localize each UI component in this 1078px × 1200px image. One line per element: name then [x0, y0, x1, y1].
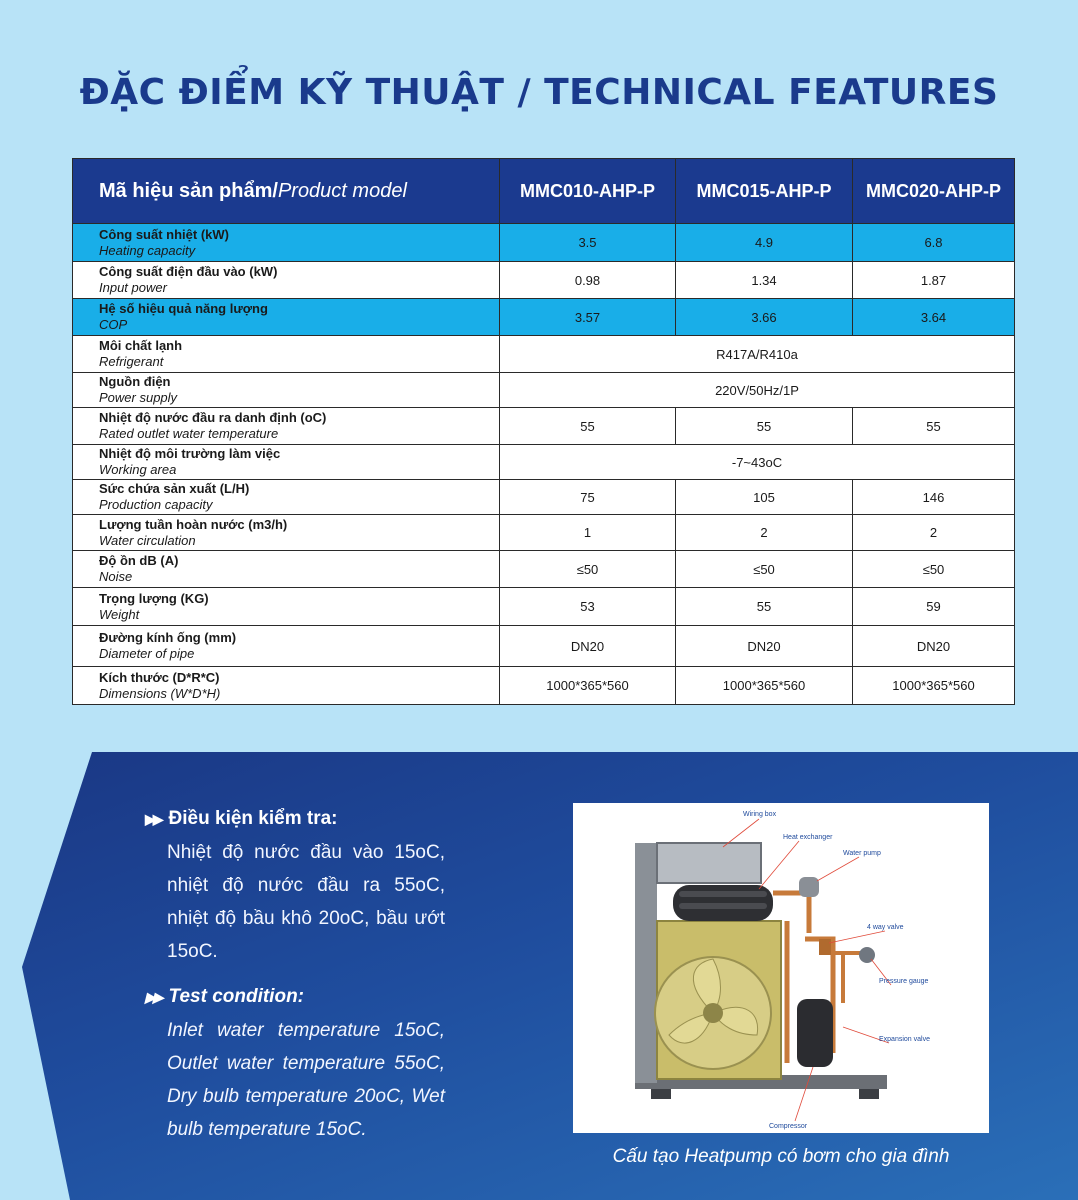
row-label [73, 667, 500, 705]
row-label [73, 336, 500, 373]
header-label-en: Product model [277, 180, 407, 202]
compressor [797, 999, 833, 1067]
value-cell: 1 [500, 515, 676, 551]
header-label-vi: Mã hiệu sản phẩm/ [99, 180, 278, 202]
value-cell: 55 [676, 408, 853, 445]
row-label-vi: Môi chất lạnh [99, 338, 183, 353]
value-cell: -7~43oC [500, 445, 1015, 480]
model-header: MMC020-AHP-P [853, 159, 1015, 224]
row-label [73, 224, 500, 262]
value-cell: 0.98 [500, 262, 676, 299]
row-label-en: Weight [99, 606, 140, 622]
table-row [73, 373, 1015, 408]
row-label-en: Refrigerant [99, 354, 164, 369]
wiring-box [657, 843, 761, 883]
row-label [73, 373, 500, 408]
value-cell: ≤50 [500, 551, 676, 588]
value-cell: 220V/50Hz/1P [500, 373, 1015, 408]
en-condition-block [145, 986, 445, 1146]
value-cell: R417A/R410a [500, 336, 1015, 373]
model-header: MMC015-AHP-P [676, 159, 853, 224]
row-label-en: Input power [99, 280, 167, 295]
row-label-vi: Trọng lượng (KG) [99, 590, 209, 606]
row-label-en: Power supply [99, 390, 178, 405]
table-header-row [73, 159, 1015, 224]
value-cell: 1000*365*560 [676, 667, 853, 705]
value-cell: 1.87 [853, 262, 1015, 299]
value-cell: 3.66 [676, 299, 853, 336]
value-cell: 146 [853, 480, 1015, 515]
table-row [73, 224, 1015, 262]
table-row [73, 588, 1015, 626]
value-cell: 2 [676, 515, 853, 551]
table-row [73, 336, 1015, 373]
value-cell: 6.8 [853, 224, 1015, 262]
value-cell: 1.34 [676, 262, 853, 299]
water-pump-label: Water pump [843, 850, 881, 857]
foot [859, 1089, 879, 1099]
row-label-vi: Nguồn điện [99, 374, 171, 389]
value-cell: 1000*365*560 [853, 667, 1015, 705]
expansion-valve-label: Expansion valve [879, 1036, 930, 1043]
pressure-gauge-label: Pressure gauge [879, 978, 929, 985]
model-header: MMC010-AHP-P [500, 159, 676, 224]
heatpump-diagram [573, 803, 989, 1133]
row-label-vi: Độ ồn dB (A) [99, 553, 179, 568]
heat-exchanger [673, 885, 773, 921]
row-label [73, 515, 500, 551]
heatpump-illustration [573, 803, 989, 1133]
figure-caption: Cấu tạo Heatpump có bơm cho gia đình [612, 1146, 950, 1167]
value-cell: ≤50 [676, 551, 853, 588]
row-label-en: Dimensions (W*D*H) [99, 685, 221, 701]
value-cell: DN20 [676, 626, 853, 667]
table-row [73, 480, 1015, 515]
four-way-valve-label: 4 way valve [867, 924, 904, 931]
product-model-header [73, 159, 500, 224]
value-cell: 4.9 [676, 224, 853, 262]
row-label-en: Heating capacity [99, 242, 196, 258]
row-label [73, 626, 500, 667]
row-label-vi: Nhiệt độ môi trường làm việc [99, 446, 281, 461]
table-row [73, 408, 1015, 445]
table-row [73, 626, 1015, 667]
double-chevron-icon: ▶▶ [145, 988, 161, 1005]
table-row [73, 515, 1015, 551]
row-label [73, 551, 500, 588]
row-label [73, 408, 500, 445]
row-label-en: Water circulation [99, 532, 196, 548]
row-label-en: Noise [99, 569, 133, 584]
value-cell: 105 [676, 480, 853, 515]
compressor-label: Compressor [769, 1123, 808, 1130]
row-label [73, 299, 500, 336]
row-label-vi: Hệ số hiệu quả năng lượng [99, 301, 268, 316]
row-label-vi: Đường kính ống (mm) [99, 630, 237, 645]
vi-condition-heading: ▶▶ Điều kiện kiểm tra: [145, 808, 338, 829]
value-cell: 55 [676, 588, 853, 626]
value-cell: 59 [853, 588, 1015, 626]
row-label-vi: Nhiệt độ nước đầu ra danh định (oC) [99, 410, 327, 425]
row-label-vi: Công suất điện đầu vào (kW) [99, 264, 278, 279]
value-cell: 2 [853, 515, 1015, 551]
row-label [73, 588, 500, 626]
fan-icon [655, 957, 771, 1069]
row-label-en: Rated outlet water temperature [99, 426, 279, 441]
spec-table [72, 158, 1015, 705]
value-cell: ≤50 [853, 551, 1015, 588]
table-row [73, 262, 1015, 299]
table-row [73, 667, 1015, 705]
row-label [73, 445, 500, 480]
value-cell: 53 [500, 588, 676, 626]
row-label-en: Production capacity [99, 497, 213, 512]
page-title: ĐẶC ĐIỂM KỸ THUẬT / TECHNICAL FEATURES [79, 72, 999, 113]
row-label-en: Diameter of pipe [99, 646, 195, 661]
wiring-box-label: Wiring box [743, 811, 777, 818]
row-label-vi: Sức chứa sản xuất (L/H) [99, 481, 250, 496]
row-label-en: Working area [99, 462, 177, 477]
side-panel [635, 843, 657, 1083]
row-label-vi: Kích thước (D*R*C) [99, 669, 220, 685]
table-row [73, 299, 1015, 336]
value-cell: DN20 [500, 626, 676, 667]
table-row [73, 551, 1015, 588]
row-label-vi: Lượng tuần hoàn nước (m3/h) [99, 516, 288, 532]
foot [651, 1089, 671, 1099]
row-label [73, 480, 500, 515]
four-way-valve [819, 939, 831, 955]
value-cell: DN20 [853, 626, 1015, 667]
vi-condition-block [145, 808, 445, 968]
heat-exchanger-label: Heat exchanger [783, 834, 833, 841]
en-condition-text: Inlet water temperature 15oC, Outlet water temperature 55oC, Dry bulb temperature 20oC, Wet bulb temperature 15oC. [167, 1020, 445, 1140]
double-chevron-icon: ▶▶ [145, 810, 161, 827]
value-cell: 75 [500, 480, 676, 515]
en-condition-heading: ▶▶ Test condition: [145, 986, 304, 1007]
row-label [73, 262, 500, 299]
value-cell: 3.57 [500, 299, 676, 336]
table-row [73, 445, 1015, 480]
value-cell: 1000*365*560 [500, 667, 676, 705]
row-label-en: COP [99, 317, 128, 332]
row-label-vi: Công suất nhiệt (kW) [99, 226, 229, 242]
vi-condition-text: Nhiệt độ nước đầu vào 15oC, nhiệt độ nước đầu ra 55oC, nhiệt độ bầu khô 20oC, bầu ướt 15oC. [167, 842, 445, 962]
value-cell: 3.5 [500, 224, 676, 262]
value-cell: 55 [500, 408, 676, 445]
water-pump [799, 877, 819, 897]
value-cell: 55 [853, 408, 1015, 445]
value-cell: 3.64 [853, 299, 1015, 336]
